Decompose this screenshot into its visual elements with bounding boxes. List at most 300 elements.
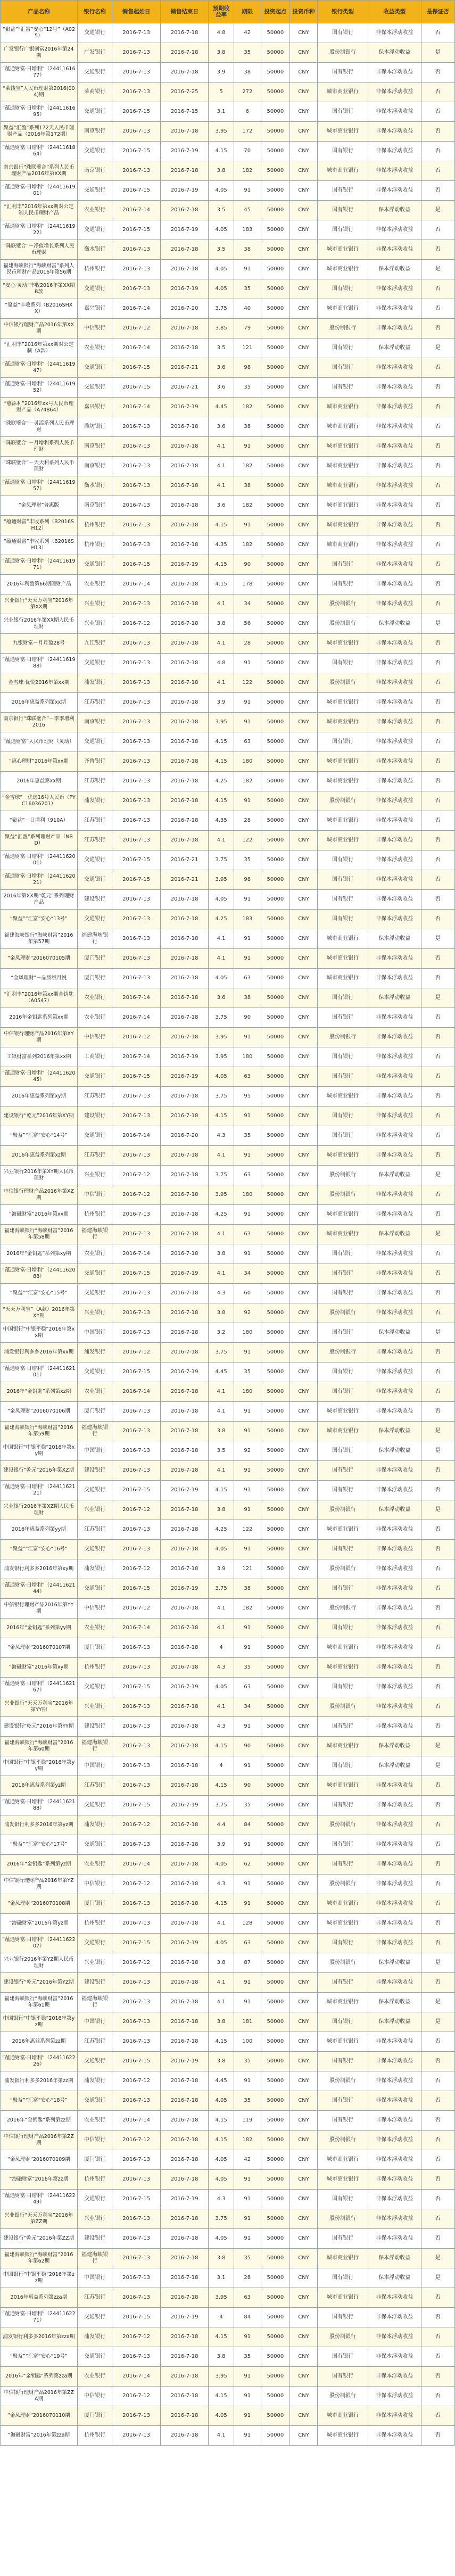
table-row: [1, 1796, 455, 1815]
expected-yield-cell: 3.8: [209, 1303, 234, 1323]
guaranteed-cell: 否: [421, 1678, 454, 1697]
term-cell: 91: [234, 2426, 261, 2446]
min-investment-cell: 50000: [261, 1363, 289, 1382]
expected-yield-cell: 4.1: [209, 1382, 234, 1402]
income-type-cell: 非保本浮动收益: [368, 82, 421, 102]
min-investment-cell: 50000: [261, 1658, 289, 1678]
expected-yield-cell: 4.05: [209, 1540, 234, 1559]
sale-start-cell: 2016-7-14: [112, 1619, 160, 1638]
term-cell: 35: [234, 2091, 261, 2111]
bank-type-cell: 国有银行: [318, 1619, 368, 1638]
guaranteed-cell: 否: [421, 1520, 454, 1540]
bank-type-cell: 国有银行: [318, 575, 368, 595]
sale-start-cell: 2016-7-13: [112, 1284, 160, 1303]
expected-yield-cell: 3.95: [209, 870, 234, 890]
table-row: [1, 1953, 455, 1973]
bank-type-cell: 城市商业银行: [318, 1658, 368, 1678]
table-row: [1, 2209, 455, 2229]
bank-name-cell: 农业银行: [77, 1855, 112, 1875]
expected-yield-cell: 4.15: [209, 1776, 234, 1796]
sale-end-cell: 2016-7-18: [160, 516, 208, 535]
bank-type-cell: 股份制银行: [318, 1028, 368, 1047]
bank-type-cell: 国有银行: [318, 1067, 368, 1087]
product-name-cell: 2016年第XX期“乾元”系列理财产品: [1, 890, 78, 910]
min-investment-cell: 50000: [261, 1737, 289, 1756]
income-type-cell: 非保本浮动收益: [368, 1855, 421, 1875]
table-row: [1, 1166, 455, 1185]
income-type-cell: 保本浮动收益: [368, 1756, 421, 1776]
sale-start-cell: 2016-7-13: [112, 949, 160, 969]
sale-start-cell: 2016-7-13: [112, 1717, 160, 1737]
bank-name-cell: 浦发银行: [77, 1559, 112, 1579]
currency-cell: CNY: [290, 1481, 318, 1500]
bank-name-cell: 厦门银行: [77, 2406, 112, 2426]
currency-cell: CNY: [290, 201, 318, 220]
currency-cell: CNY: [290, 713, 318, 732]
guaranteed-cell: 否: [421, 1107, 454, 1126]
product-name-cell: 浦发银行利多多2016年第xy期: [1, 1559, 78, 1579]
product-name-cell: 福建海峡银行“海峡财富”2016年第58期: [1, 1225, 78, 1244]
currency-cell: CNY: [290, 2150, 318, 2170]
bank-name-cell: 交通银行: [77, 2091, 112, 2111]
bank-type-cell: 国有银行: [318, 1717, 368, 1737]
expected-yield-cell: 4.15: [209, 2387, 234, 2406]
sale-start-cell: 2016-7-13: [112, 1461, 160, 1481]
sale-start-cell: 2016-7-13: [112, 437, 160, 457]
product-name-cell: “蕴通财富·日增利”（2441162121）: [1, 1481, 78, 1500]
sale-start-cell: 2016-7-14: [112, 1382, 160, 1402]
term-cell: 35: [234, 279, 261, 299]
currency-cell: CNY: [290, 1402, 318, 1422]
product-name-cell: “金凤理财”2016070105期: [1, 949, 78, 969]
currency-cell: CNY: [290, 1166, 318, 1185]
income-type-cell: 非保本浮动收益: [368, 1382, 421, 1402]
product-name-cell: 中国银行“中银平稳”2016年第yy期: [1, 1756, 78, 1776]
currency-cell: CNY: [290, 1284, 318, 1303]
bank-name-cell: 中信银行: [77, 1875, 112, 1894]
sale-end-cell: 2016-7-18: [160, 2131, 208, 2150]
product-name-cell: 南京银行“珠联璧合”－季季增利2016: [1, 713, 78, 732]
sale-start-cell: 2016-7-15: [112, 142, 160, 161]
product-name-cell: 2016年“金钥匙”系列第zz期: [1, 2111, 78, 2131]
bank-type-cell: 城市商业银行: [318, 437, 368, 457]
bank-name-cell: 兴业银行: [77, 595, 112, 614]
sale-start-cell: 2016-7-13: [112, 2406, 160, 2426]
guaranteed-cell: 否: [421, 122, 454, 142]
term-cell: 182: [234, 457, 261, 476]
sale-start-cell: 2016-7-13: [112, 1737, 160, 1756]
income-type-cell: 非保本浮动收益: [368, 398, 421, 417]
income-type-cell: 非保本浮动收益: [368, 1481, 421, 1500]
bank-type-cell: 国有银行: [318, 1107, 368, 1126]
product-name-cell: “金凤理财”普惠版: [1, 496, 78, 516]
product-name-cell: “蕴通财富·日增利”（2441161971）: [1, 555, 78, 575]
guaranteed-cell: 否: [421, 1973, 454, 1993]
term-cell: 40: [234, 299, 261, 319]
sale-start-cell: 2016-7-13: [112, 772, 160, 791]
sale-start-cell: 2016-7-13: [112, 2032, 160, 2052]
guaranteed-cell: 否: [421, 851, 454, 870]
bank-type-cell: 国有银行: [318, 1855, 368, 1875]
bank-type-cell: 城市商业银行: [318, 949, 368, 969]
min-investment-cell: 50000: [261, 1520, 289, 1540]
table-row: [1, 1087, 455, 1107]
expected-yield-cell: 4.05: [209, 1855, 234, 1875]
guaranteed-cell: 否: [421, 2131, 454, 2150]
income-type-cell: 非保本浮动收益: [368, 831, 421, 851]
product-name-cell: 中信银行理财产品2016年第ZZA期: [1, 2387, 78, 2406]
expected-yield-cell: 4.1: [209, 476, 234, 496]
currency-cell: CNY: [290, 1993, 318, 2012]
bank-name-cell: 交通银行: [77, 2052, 112, 2071]
bank-name-cell: 莱商银行: [77, 82, 112, 102]
bank-type-cell: 城市商业银行: [318, 1993, 368, 2012]
product-name-cell: “金凤理财”2016070108期: [1, 1894, 78, 1914]
product-name-cell: “金雪球”－优选16号人民币（PYC16036201）: [1, 791, 78, 811]
bank-name-cell: 杭州银行: [77, 2426, 112, 2446]
product-name-cell: “蕴通财富·日增利”（2441162188）: [1, 1796, 78, 1815]
currency-cell: CNY: [290, 102, 318, 122]
bank-name-cell: 交通银行: [77, 732, 112, 752]
table-row: [1, 1559, 455, 1579]
sale-start-cell: 2016-7-13: [112, 654, 160, 673]
income-type-cell: 非保本浮动收益: [368, 457, 421, 476]
expected-yield-cell: 4.1: [209, 831, 234, 851]
min-investment-cell: 50000: [261, 1481, 289, 1500]
currency-cell: CNY: [290, 1953, 318, 1973]
bank-name-cell: 交通银行: [77, 1284, 112, 1303]
currency-cell: CNY: [290, 496, 318, 516]
table-row: [1, 299, 455, 319]
product-name-cell: “蕴通财富·日增利”（2441161922）: [1, 220, 78, 240]
sale-start-cell: 2016-7-12: [112, 1559, 160, 1579]
product-name-cell: 兴业银行2016年第XX期人民币理财: [1, 614, 78, 634]
table-row: [1, 2012, 455, 2032]
currency-cell: CNY: [290, 929, 318, 949]
currency-cell: CNY: [290, 1855, 318, 1875]
bank-type-cell: 城市商业银行: [318, 2032, 368, 2052]
product-name-cell: “蕴通财富·日增利”（2441162144）: [1, 1579, 78, 1599]
product-name-cell: “惠添利”2016年xx号人民币理财产品（A74864）: [1, 398, 78, 417]
income-type-cell: 非保本浮动收益: [368, 2052, 421, 2071]
term-cell: 91: [234, 713, 261, 732]
currency-cell: CNY: [290, 949, 318, 969]
income-type-cell: 非保本浮动收益: [368, 2032, 421, 2052]
bank-name-cell: 交通银行: [77, 654, 112, 673]
min-investment-cell: 50000: [261, 2426, 289, 2446]
sale-start-cell: 2016-7-13: [112, 2170, 160, 2190]
currency-cell: CNY: [290, 220, 318, 240]
expected-yield-cell: 3.1: [209, 2268, 234, 2288]
product-name-cell: “聚益”“汇富”安心“15号”: [1, 1284, 78, 1303]
currency-cell: CNY: [290, 476, 318, 496]
currency-cell: CNY: [290, 851, 318, 870]
expected-yield-cell: 4.35: [209, 535, 234, 555]
sale-end-cell: 2016-7-18: [160, 1185, 208, 1205]
product-name-cell: “蕴通财富”丰收系列（B2016SH12）: [1, 516, 78, 535]
term-cell: 128: [234, 1914, 261, 1934]
guaranteed-cell: 否: [421, 555, 454, 575]
sale-end-cell: 2016-7-18: [160, 201, 208, 220]
sale-end-cell: 2016-7-18: [160, 338, 208, 358]
currency-cell: CNY: [290, 2032, 318, 2052]
expected-yield-cell: 3.75: [209, 851, 234, 870]
bank-name-cell: 中国银行: [77, 1323, 112, 1343]
bank-type-cell: 国有银行: [318, 142, 368, 161]
term-cell: 35: [234, 1126, 261, 1146]
guaranteed-cell: 否: [421, 142, 454, 161]
sale-end-cell: 2016-7-18: [160, 2229, 208, 2249]
income-type-cell: 非保本浮动收益: [368, 2190, 421, 2209]
sale-end-cell: 2016-7-19: [160, 1579, 208, 1599]
sale-start-cell: 2016-7-13: [112, 2209, 160, 2229]
sale-start-cell: 2016-7-13: [112, 634, 160, 654]
table-row: [1, 43, 455, 63]
sale-start-cell: 2016-7-13: [112, 673, 160, 693]
min-investment-cell: 50000: [261, 1422, 289, 1441]
income-type-cell: 非保本浮动收益: [368, 1205, 421, 1225]
sale-start-cell: 2016-7-12: [112, 1815, 160, 1835]
expected-yield-cell: 4.3: [209, 2190, 234, 2209]
term-cell: 38: [234, 1579, 261, 1599]
term-cell: 91: [234, 1500, 261, 1520]
sale-start-cell: 2016-7-15: [112, 2052, 160, 2071]
min-investment-cell: 50000: [261, 2032, 289, 2052]
bank-name-cell: 厦门银行: [77, 1894, 112, 1914]
expected-yield-cell: 4.1: [209, 1461, 234, 1481]
currency-cell: CNY: [290, 1422, 318, 1441]
table-row: [1, 2308, 455, 2327]
table-row: [1, 319, 455, 338]
currency-cell: CNY: [290, 181, 318, 201]
currency-cell: CNY: [290, 2308, 318, 2327]
guaranteed-cell: 是: [421, 260, 454, 279]
bank-name-cell: 南京银行: [77, 713, 112, 732]
bank-name-cell: 中信银行: [77, 1028, 112, 1047]
min-investment-cell: 50000: [261, 1107, 289, 1126]
table-row: [1, 1126, 455, 1146]
expected-yield-cell: 3.95: [209, 122, 234, 142]
income-type-cell: 非保本浮动收益: [368, 2367, 421, 2387]
sale-start-cell: 2016-7-13: [112, 969, 160, 988]
table-row: [1, 870, 455, 890]
bank-name-cell: 福建海峡银行: [77, 1225, 112, 1244]
expected-yield-cell: 3.75: [209, 1796, 234, 1815]
bank-name-cell: 交通银行: [77, 1934, 112, 1953]
expected-yield-cell: 3.9: [209, 63, 234, 82]
bank-type-cell: 城市商业银行: [318, 122, 368, 142]
expected-yield-cell: 3.95: [209, 1028, 234, 1047]
expected-yield-cell: 4.4: [209, 1815, 234, 1835]
currency-cell: CNY: [290, 23, 318, 43]
header-bank-type: 银行类型: [318, 1, 368, 23]
expected-yield-cell: 3.8: [209, 2012, 234, 2032]
sale-start-cell: 2016-7-15: [112, 1579, 160, 1599]
sale-start-cell: 2016-7-12: [112, 1166, 160, 1185]
sale-start-cell: 2016-7-14: [112, 575, 160, 595]
product-name-cell: 2016年惠益第xx期: [1, 772, 78, 791]
table-row: [1, 1638, 455, 1658]
sale-start-cell: 2016-7-13: [112, 910, 160, 929]
product-name-cell: 中国银行“中银平稳”2016年第xx期: [1, 1323, 78, 1343]
sale-end-cell: 2016-7-19: [160, 2190, 208, 2209]
table-row: [1, 2249, 455, 2268]
currency-cell: CNY: [290, 142, 318, 161]
bank-name-cell: 兴业银行: [77, 614, 112, 634]
sale-end-cell: 2016-7-18: [160, 1559, 208, 1579]
bank-name-cell: 农业银行: [77, 201, 112, 220]
currency-cell: CNY: [290, 654, 318, 673]
guaranteed-cell: 否: [421, 2308, 454, 2327]
bank-name-cell: 兴业银行: [77, 1953, 112, 1973]
bank-type-cell: 城市商业银行: [318, 929, 368, 949]
expected-yield-cell: 4.1: [209, 1914, 234, 1934]
sale-end-cell: 2016-7-18: [160, 910, 208, 929]
bank-type-cell: 城市商业银行: [318, 1402, 368, 1422]
min-investment-cell: 50000: [261, 63, 289, 82]
product-name-cell: “蕴通财富·日增利”（2441162207）: [1, 1934, 78, 1953]
income-type-cell: 非保本浮动收益: [368, 23, 421, 43]
sale-start-cell: 2016-7-13: [112, 1323, 160, 1343]
bank-type-cell: 国有银行: [318, 2367, 368, 2387]
term-cell: 91: [234, 181, 261, 201]
sale-start-cell: 2016-7-13: [112, 1422, 160, 1441]
expected-yield-cell: 4.05: [209, 2170, 234, 2190]
term-cell: 92: [234, 1441, 261, 1461]
min-investment-cell: 50000: [261, 2249, 289, 2268]
guaranteed-cell: 否: [421, 575, 454, 595]
guaranteed-cell: 否: [421, 595, 454, 614]
min-investment-cell: 50000: [261, 1678, 289, 1697]
product-name-cell: 兴业银行“天天万利宝”2016年第YY期: [1, 1697, 78, 1717]
sale-start-cell: 2016-7-13: [112, 1402, 160, 1422]
product-name-cell: 中信银行理财产品2016年第XY期: [1, 1028, 78, 1047]
sale-end-cell: 2016-7-21: [160, 378, 208, 398]
min-investment-cell: 50000: [261, 1225, 289, 1244]
bank-type-cell: 城市商业银行: [318, 2150, 368, 2170]
sale-end-cell: 2016-7-18: [160, 673, 208, 693]
term-cell: 63: [234, 732, 261, 752]
min-investment-cell: 50000: [261, 437, 289, 457]
expected-yield-cell: 4.1: [209, 457, 234, 476]
expected-yield-cell: 4.15: [209, 555, 234, 575]
min-investment-cell: 50000: [261, 181, 289, 201]
sale-start-cell: 2016-7-15: [112, 102, 160, 122]
sale-start-cell: 2016-7-13: [112, 2426, 160, 2446]
term-cell: 63: [234, 2288, 261, 2308]
income-type-cell: 非保本浮动收益: [368, 1599, 421, 1619]
bank-type-cell: 国有银行: [318, 988, 368, 1008]
min-investment-cell: 50000: [261, 1638, 289, 1658]
guaranteed-cell: 是: [421, 2268, 454, 2288]
table-row: [1, 1993, 455, 2012]
table-row: [1, 1934, 455, 1953]
product-name-cell: 中信银行理财产品2016年第XZ期: [1, 1185, 78, 1205]
bank-type-cell: 国有银行: [318, 1934, 368, 1953]
income-type-cell: 保本浮动收益: [368, 1500, 421, 1520]
guaranteed-cell: 否: [421, 1126, 454, 1146]
currency-cell: CNY: [290, 2209, 318, 2229]
term-cell: 182: [234, 1599, 261, 1619]
product-name-cell: 兴业银行2016年第XZ期人民币理财: [1, 1500, 78, 1520]
income-type-cell: 非保本浮动收益: [368, 2288, 421, 2308]
currency-cell: CNY: [290, 2071, 318, 2091]
currency-cell: CNY: [290, 575, 318, 595]
header-sale-end: 销售结束日: [160, 1, 208, 23]
product-name-cell: “蕴通财富·日增利”（2441161988）: [1, 654, 78, 673]
bank-name-cell: 交通银行: [77, 358, 112, 378]
product-name-cell: “聚益”丰收系列（B2016SHXX）: [1, 299, 78, 319]
table-row: [1, 535, 455, 555]
term-cell: 98: [234, 870, 261, 890]
product-name-cell: 建设银行“乾元”2016年第XY期: [1, 1107, 78, 1126]
min-investment-cell: 50000: [261, 1599, 289, 1619]
income-type-cell: 保本浮动收益: [368, 929, 421, 949]
table-row: [1, 161, 455, 181]
sale-start-cell: 2016-7-13: [112, 1520, 160, 1540]
sale-end-cell: 2016-7-18: [160, 1107, 208, 1126]
bank-type-cell: 国有银行: [318, 2091, 368, 2111]
product-name-cell: “蕴通财富·日增利”（2441161952）: [1, 378, 78, 398]
currency-cell: CNY: [290, 260, 318, 279]
expected-yield-cell: 4.15: [209, 1107, 234, 1126]
product-name-cell: 浦发银行利多多2016年第xx期: [1, 1343, 78, 1363]
bank-name-cell: 兴业银行: [77, 1500, 112, 1520]
guaranteed-cell: 否: [421, 1559, 454, 1579]
guaranteed-cell: 否: [421, 890, 454, 910]
sale-start-cell: 2016-7-15: [112, 2190, 160, 2209]
table-row: [1, 1284, 455, 1303]
expected-yield-cell: 4.25: [209, 1520, 234, 1540]
term-cell: 91: [234, 1146, 261, 1166]
table-row: [1, 240, 455, 260]
bank-type-cell: 国有银行: [318, 1540, 368, 1559]
min-investment-cell: 50000: [261, 319, 289, 338]
table-row: [1, 595, 455, 614]
table-row: [1, 1875, 455, 1894]
sale-start-cell: 2016-7-13: [112, 2288, 160, 2308]
min-investment-cell: 50000: [261, 496, 289, 516]
bank-type-cell: 股份制银行: [318, 2327, 368, 2347]
sale-end-cell: 2016-7-19: [160, 142, 208, 161]
guaranteed-cell: 否: [421, 398, 454, 417]
term-cell: 180: [234, 1047, 261, 1067]
guaranteed-cell: 否: [421, 1894, 454, 1914]
bank-name-cell: 杭州银行: [77, 260, 112, 279]
income-type-cell: 非保本浮动收益: [368, 496, 421, 516]
sale-end-cell: 2016-7-18: [160, 2327, 208, 2347]
term-cell: 63: [234, 1678, 261, 1697]
min-investment-cell: 50000: [261, 161, 289, 181]
sale-end-cell: 2016-7-18: [160, 1244, 208, 1264]
bank-name-cell: 广发银行: [77, 43, 112, 63]
bank-type-cell: 国有银行: [318, 654, 368, 673]
currency-cell: CNY: [290, 319, 318, 338]
guaranteed-cell: 是: [421, 2249, 454, 2268]
product-name-cell: 中国银行“中银平稳”2016年第zz期: [1, 2268, 78, 2288]
sale-end-cell: 2016-7-19: [160, 279, 208, 299]
bank-name-cell: 农业银行: [77, 575, 112, 595]
term-cell: 34: [234, 1264, 261, 1284]
product-name-cell: “蕴通财富·日增利”（2441162249）: [1, 2190, 78, 2209]
product-name-cell: 中国银行“中银平稳”2016年第xy期: [1, 1441, 78, 1461]
sale-start-cell: 2016-7-13: [112, 535, 160, 555]
product-name-cell: 兴业银行“天天万利宝”2016年第XX期: [1, 595, 78, 614]
currency-cell: CNY: [290, 2288, 318, 2308]
term-cell: 91: [234, 2229, 261, 2249]
bank-name-cell: 中信银行: [77, 2387, 112, 2406]
product-name-cell: 2016年“金钥匙”系列第yy期: [1, 1619, 78, 1638]
